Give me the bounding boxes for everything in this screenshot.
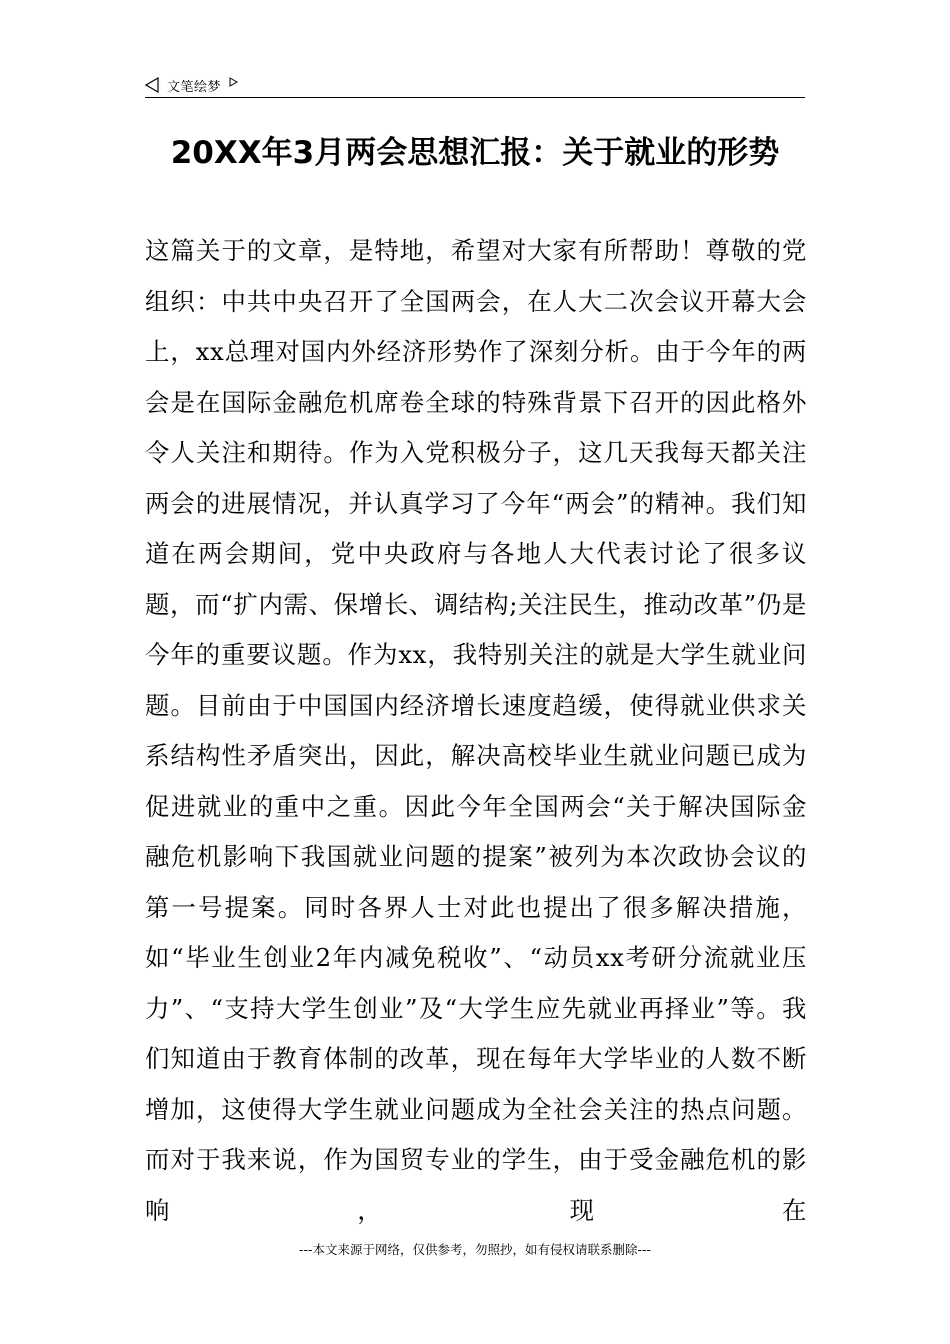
triangle-right-icon [229,77,238,87]
header-brand: 文笔绘梦 [167,79,222,95]
document-title: 20XX年3月两会思想汇报：关于就业的形势 [170,135,780,171]
footer-notice: ---本文来源于网络，仅供参考，勿照抄，如有侵权请联系删除--- [298,1242,652,1257]
document-body: 这篇关于的文章，是特地，希望对大家有所帮助！尊敬的党组织：中共中央召开了全国两会，在人大二次会议开幕大会上，xx总理对国内外经济形势作了深刻分析。由于今年的两会是在国际金融危机席卷全球的特殊背景下召开的因此格外令人关注和期待。作为入党积极分子，这几天我每天都关注两会的进展情况，并认真学习了今年“两会”的精神。我们知道在两会期间，党中央政府与各地人大代表讨论了很多议题，而“扩内需、保增长、调结构;关注民生，推动改革”仍是今年的重要议题。作为xx，我特别关注的就是大学生就业问题。目前由于中国国内经济增长速度趋缓，使得就业供求关系结构性矛盾突出，因此，解决高校毕业生就业问题已成为促进就业的重中之重。因此今年全国两会“关于解决国际金融危机影响下我国就业问题的提案”被列为本次政协会议的第一号提案。同时各界人士对此也提出了很多解决措施，如“毕业生创业2年内减免税收”、“动员xx考研分流就业压力”、“支持大学生创业”及“大学生应先就业再择业”等。我们知道由于教育体制的改革，现在每年大学毕业的人数不断增加，这使得大学生就业问题成为全社会关注的热点问题。而对于我来说，作为国贸专业的学生，由于受金融危机的影响，现在 [145,236,807,1225]
triangle-left-icon [145,77,159,93]
page-header [145,74,805,98]
header-divider [145,97,805,98]
